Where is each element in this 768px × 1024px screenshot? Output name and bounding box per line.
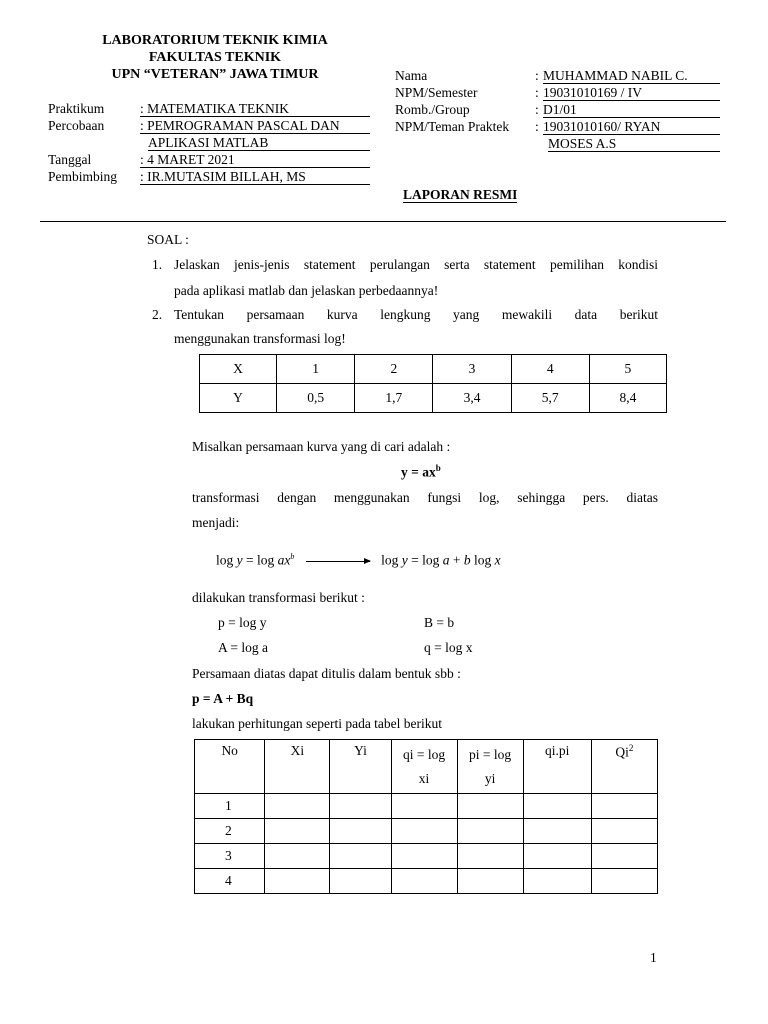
table-cell: 4 xyxy=(511,355,589,384)
report-title: LAPORAN RESMI xyxy=(403,187,518,202)
table-row xyxy=(195,819,658,844)
calc-header-yi: Yi xyxy=(330,740,391,794)
transform-p: p = log y xyxy=(218,615,267,630)
table-header-y: Y xyxy=(200,384,277,413)
percobaan-value-line2: APLIKASI MATLAB xyxy=(148,135,370,151)
npm-value: 19031010169 / IV xyxy=(543,85,720,101)
table-cell: 0,5 xyxy=(277,384,355,413)
pembimbing-label: Pembimbing xyxy=(48,169,118,184)
transform-B: B = b xyxy=(424,615,455,630)
question-1-line2: pada aplikasi matlab dan jelaskan perbedaannya! xyxy=(174,283,439,298)
transform-q: q = log x xyxy=(424,640,473,655)
calc-row-no: 3 xyxy=(195,844,265,869)
page-number: 1 xyxy=(650,950,657,965)
tanggal-label: Tanggal xyxy=(48,152,92,167)
pembimbing-value: : IR.MUTASIM BILLAH, MS xyxy=(140,169,370,185)
arrow-icon xyxy=(306,561,370,562)
table-cell: 1,7 xyxy=(355,384,433,413)
table-row xyxy=(195,869,658,894)
percobaan-value-line1: : PEMROGRAMAN PASCAL DAN xyxy=(140,118,370,134)
percobaan-label: Percobaan xyxy=(48,118,105,133)
body-line-2b: menjadi: xyxy=(192,515,240,530)
table-cell: 1 xyxy=(277,355,355,384)
equation-main: $y = ax^b$ xyxy=(401,463,441,480)
calc-row-no: 1 xyxy=(195,794,265,819)
romb-colon: : xyxy=(535,102,539,117)
body-line-1: Misalkan persamaan kurva yang di cari adalah : xyxy=(192,439,451,454)
nama-label: Nama xyxy=(395,68,428,83)
calc-header-pi: pi = log yi xyxy=(457,740,523,794)
body-line-2a: transformasi dengan menggunakan fungsi log, sehingga pers. diatas xyxy=(192,490,658,505)
table-cell: 5,7 xyxy=(511,384,589,413)
header-divider xyxy=(40,221,726,222)
praktikum-value: : MATEMATIKA TEKNIK xyxy=(140,101,370,117)
nama-value: MUHAMMAD NABIL C. xyxy=(543,68,720,84)
calc-header-qipi: qi.pi xyxy=(523,740,591,794)
question-1-number: 1. xyxy=(152,257,163,272)
transform-A: A = log a xyxy=(218,640,268,655)
praktikum-label: Praktikum xyxy=(48,101,105,116)
teman-value-line1: 19031010160/ RYAN xyxy=(543,119,720,135)
calc-header-qi: qi = log xi xyxy=(391,740,457,794)
university-name: UPN “VETERAN” JAWA TIMUR xyxy=(111,67,319,82)
romb-value: D1/01 xyxy=(543,102,720,118)
tanggal-value: : 4 MARET 2021 xyxy=(140,152,370,168)
table-cell: 5 xyxy=(589,355,666,384)
faculty-name: FAKULTAS TEKNIK xyxy=(148,50,282,65)
question-2-line2: menggunakan transformasi log! xyxy=(174,331,346,346)
question-1-line1: Jelaskan jenis-jenis statement perulangan serta statement pemilihan kondisi xyxy=(174,257,658,272)
equation-linear: p = A + Bq xyxy=(192,691,254,706)
npm-label: NPM/Semester xyxy=(395,85,478,100)
table-cell: 2 xyxy=(355,355,433,384)
calc-header-xi: Xi xyxy=(265,740,330,794)
body-line-5: lakukan perhitungan seperti pada tabel berikut xyxy=(192,716,443,731)
body-line-4: Persamaan diatas dapat ditulis dalam bentuk sbb : xyxy=(192,666,461,681)
lab-name: LABORATORIUM TEKNIK KIMIA xyxy=(102,33,328,48)
body-line-3: dilakukan transformasi berikut : xyxy=(192,590,365,605)
table-cell: 3,4 xyxy=(433,384,511,413)
romb-label: Romb./Group xyxy=(395,102,470,117)
question-2-number: 2. xyxy=(152,307,163,322)
equation-log-transform: $\log y = \log ax^b$ log y = log a + b log x xyxy=(216,552,501,568)
teman-value-line2: MOSES A.S xyxy=(548,136,720,152)
nama-colon: : xyxy=(535,68,539,83)
table-header-x: X xyxy=(200,355,277,384)
data-table xyxy=(199,354,667,413)
teman-colon: : xyxy=(535,119,539,134)
table-row xyxy=(195,844,658,869)
calc-row-no: 4 xyxy=(195,869,265,894)
calc-table xyxy=(194,739,658,894)
table-cell: 8,4 xyxy=(589,384,666,413)
calc-row-no: 2 xyxy=(195,819,265,844)
soal-heading: SOAL : xyxy=(147,232,189,247)
calc-header-no: No xyxy=(195,740,265,794)
calc-header-qi2: Qi$^2$ xyxy=(591,740,657,794)
table-cell: 3 xyxy=(433,355,511,384)
question-2-line1: Tentukan persamaan kurva lengkung yang mewakili data berikut xyxy=(174,307,658,322)
npm-colon: : xyxy=(535,85,539,100)
teman-label: NPM/Teman Praktek xyxy=(395,119,510,134)
table-row xyxy=(195,794,658,819)
